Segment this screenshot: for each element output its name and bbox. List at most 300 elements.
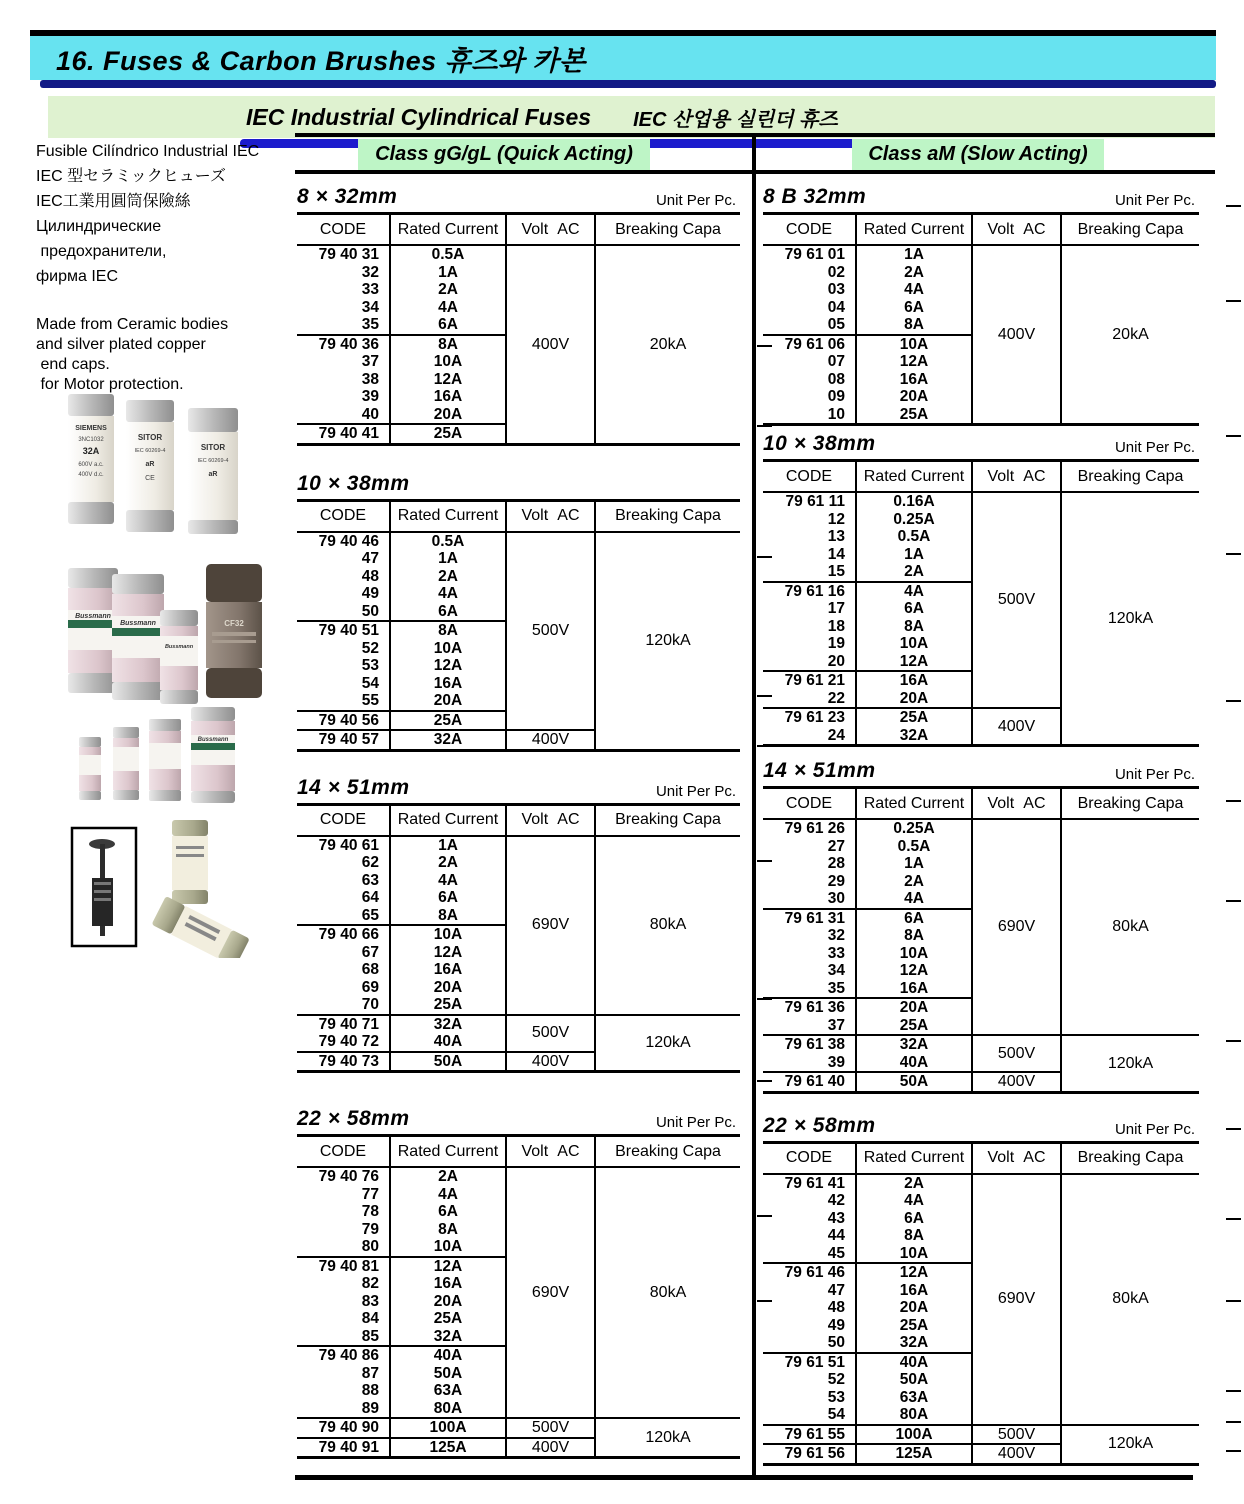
volt-ac-value: 400V: [972, 245, 1061, 425]
rated-current: 6A: [856, 600, 972, 618]
volt-ac-value: 400V: [972, 708, 1061, 746]
column-gg: [297, 175, 740, 1459]
fuse-code: 89: [297, 1400, 390, 1419]
rated-current: 2A: [390, 568, 506, 586]
banner-underline: [40, 80, 1216, 88]
rated-current: 10A: [390, 640, 506, 658]
rated-current: 0.25A: [856, 819, 972, 838]
rated-current: 20A: [390, 1293, 506, 1311]
fuse-code: 17: [763, 600, 856, 618]
fuse-table: [763, 786, 1199, 1094]
table-row: [297, 1418, 740, 1438]
ivory-fuse-vertical: [172, 820, 208, 904]
fuse-code: 39: [297, 388, 390, 406]
rated-current: 25A: [856, 406, 972, 425]
fuse-code: 79 61 31: [763, 909, 856, 928]
small-fuse-1: [79, 737, 101, 800]
photo-text: aR: [208, 471, 218, 478]
note-line: end caps.: [36, 356, 110, 373]
fuse-code: 48: [297, 568, 390, 586]
unit-label: Unit Per Pc.: [655, 782, 736, 800]
volt-ac-value: 690V: [972, 819, 1061, 1035]
bussmann-fuse-small: [160, 610, 198, 704]
fuse-code: 40: [297, 406, 390, 425]
fuse-code: 79 40 72: [297, 1033, 390, 1052]
table-block-am-8x32: [763, 179, 1199, 426]
rated-current: 12A: [390, 944, 506, 962]
fuse-photo-striker: [70, 818, 285, 958]
rated-current: 100A: [390, 1418, 506, 1438]
rated-current: 2A: [856, 873, 972, 891]
fuse-code: 79 40 41: [297, 424, 390, 444]
rated-current: 50A: [390, 1365, 506, 1383]
photo-text: Bussmann: [75, 613, 111, 620]
table-block-am-22x58: [763, 1108, 1199, 1466]
photo-text: aR: [145, 461, 155, 468]
fuse-code: 79 40 36: [297, 335, 390, 354]
size-heading: 10 × 38mm: [297, 471, 410, 495]
rated-current: 0.5A: [390, 245, 506, 264]
fuse-code: 15: [763, 563, 856, 582]
fuse-code: 19: [763, 635, 856, 653]
registration-tick: [757, 1300, 772, 1302]
table-row: [297, 836, 740, 855]
breaking-capa-value: 20kA: [1061, 245, 1199, 425]
fuse-code: 79 61 36: [763, 998, 856, 1017]
table-row: [763, 1425, 1199, 1445]
column-header-3: Breaking Capa: [1061, 1142, 1199, 1174]
rated-current: 2A: [856, 264, 972, 282]
fuse-code: 08: [763, 371, 856, 389]
rated-current: 6A: [390, 889, 506, 907]
photo-text: SITOR: [137, 433, 163, 442]
fuse-code: 34: [297, 299, 390, 317]
registration-tick: [757, 425, 772, 427]
photo-text: IEC 60269-4: [134, 448, 166, 454]
rated-current: 2A: [390, 281, 506, 299]
rated-current: 40A: [856, 1054, 972, 1073]
rated-current: 25A: [390, 711, 506, 731]
fuse-code: 04: [763, 299, 856, 317]
photo-text: CF32: [224, 619, 244, 628]
table-row: [763, 819, 1199, 838]
rated-current: 40A: [856, 1353, 972, 1372]
fuse-code: 79 40 86: [297, 1346, 390, 1365]
column-header-1: Rated Current: [390, 804, 506, 836]
bussmann-fuse: [68, 568, 118, 693]
fuse-code: 79 40 51: [297, 621, 390, 640]
table-row: [297, 1167, 740, 1186]
rated-current: 1A: [856, 546, 972, 564]
breaking-capa-value: 120kA: [595, 532, 740, 751]
fuse-code: 79 61 06: [763, 335, 856, 354]
fuse-code: 34: [763, 962, 856, 980]
rated-current: 16A: [390, 675, 506, 693]
size-heading: 14 × 51mm: [297, 775, 410, 799]
rated-current: 25A: [390, 424, 506, 444]
breaking-capa-value: 80kA: [595, 836, 740, 1015]
fuse-code: 47: [763, 1282, 856, 1300]
fuse-code: 49: [763, 1317, 856, 1335]
table-row: [297, 1015, 740, 1034]
fuse-code: 84: [297, 1310, 390, 1328]
rated-current: 4A: [856, 1192, 972, 1210]
rated-current: 12A: [390, 657, 506, 675]
rated-current: 8A: [390, 1221, 506, 1239]
fuse-code: 28: [763, 855, 856, 873]
fuse-code: 33: [297, 281, 390, 299]
rated-current: 6A: [390, 603, 506, 622]
registration-tick: [1226, 1300, 1241, 1302]
fuse-code: 79 40 46: [297, 532, 390, 551]
breaking-capa-value: 120kA: [1061, 1035, 1199, 1092]
rated-current: 16A: [390, 961, 506, 979]
size-heading: 8 B 32mm: [763, 185, 867, 208]
column-header-1: Rated Current: [856, 461, 972, 493]
fuse-code: 68: [297, 961, 390, 979]
volt-ac-value: 500V: [506, 532, 595, 731]
rated-current: 20A: [390, 406, 506, 425]
fuse-code: 82: [297, 1275, 390, 1293]
volt-ac-value: 400V: [972, 1444, 1061, 1464]
fuse-code: 79 40 57: [297, 730, 390, 750]
rated-current: 40A: [390, 1346, 506, 1365]
fuse-code: 79 40 90: [297, 1418, 390, 1438]
table-row: [763, 492, 1199, 511]
column-header-1: Rated Current: [856, 214, 972, 246]
class-am-header: Class aM (Slow Acting): [852, 139, 1104, 170]
unit-label: Unit Per Pc.: [1114, 192, 1195, 209]
volt-ac-value: 500V: [972, 492, 1061, 708]
table-row: [297, 245, 740, 264]
column-header-2: Volt AC: [972, 1142, 1061, 1174]
rated-current: 4A: [390, 299, 506, 317]
rated-current: 20A: [856, 998, 972, 1017]
fuse-code: 37: [297, 353, 390, 371]
fuse-code: 79 40 61: [297, 836, 390, 855]
rated-current: 10A: [856, 635, 972, 653]
volt-ac-value: 400V: [506, 730, 595, 750]
fuse-code: 79 61 55: [763, 1425, 856, 1445]
rated-current: 4A: [856, 582, 972, 601]
fuse-code: 10: [763, 406, 856, 425]
table-block-gg-8x32: [297, 179, 740, 446]
fuse-code: 14: [763, 546, 856, 564]
fuse-code: 35: [297, 316, 390, 335]
column-header-2: Volt AC: [506, 804, 595, 836]
column-header-2: Volt AC: [972, 461, 1061, 493]
rated-current: 8A: [390, 907, 506, 926]
column-header-1: Rated Current: [390, 214, 506, 246]
unit-label: Unit Per Pc.: [1114, 766, 1195, 783]
breaking-capa-value: 120kA: [595, 1418, 740, 1458]
registration-tick: [1226, 700, 1241, 702]
volt-ac-value: 400V: [506, 245, 595, 444]
fuse-code: 77: [297, 1186, 390, 1204]
rated-current: 2A: [856, 563, 972, 582]
fuse-code: 65: [297, 907, 390, 926]
rated-current: 10A: [856, 1245, 972, 1264]
breaking-capa-value: 120kA: [1061, 1425, 1199, 1465]
sitor-fuse-2: [188, 408, 238, 534]
section-title-ko: IEC 산업용 실린더 휴즈: [633, 108, 838, 131]
registration-tick: [1226, 435, 1241, 437]
photo-text: Bussmann: [120, 620, 156, 627]
rated-current: 2A: [856, 1174, 972, 1193]
column-header-0: CODE: [297, 804, 390, 836]
page-bottom-rule: [295, 1475, 1193, 1480]
photo-text: 400V d.c.: [78, 472, 104, 478]
desc-line: предохранители,: [36, 243, 167, 260]
fuse-code: 79 61 23: [763, 708, 856, 727]
rated-current: 2A: [390, 854, 506, 872]
small-fuse-2: [113, 727, 139, 800]
column-header-0: CODE: [763, 1142, 856, 1174]
fuse-code: 38: [297, 371, 390, 389]
registration-tick: [1226, 800, 1241, 802]
rated-current: 50A: [856, 1371, 972, 1389]
column-header-3: Breaking Capa: [1061, 788, 1199, 820]
fuse-code: 64: [297, 889, 390, 907]
volt-ac-value: 400V: [506, 1052, 595, 1072]
fuse-table: [763, 212, 1199, 426]
bussmann-fuse-2: [112, 574, 164, 700]
rated-current: 32A: [856, 1334, 972, 1353]
rated-current: 12A: [856, 653, 972, 672]
fuse-table: [297, 212, 740, 446]
photo-text: 3NC1032: [78, 437, 104, 443]
fuse-code: 39: [763, 1054, 856, 1073]
desc-line: IEC 型セラミックヒューズ: [36, 168, 226, 185]
fuse-code: 54: [297, 675, 390, 693]
column-header-0: CODE: [763, 461, 856, 493]
section-title-band: [48, 96, 1215, 138]
breaking-capa-value: 80kA: [1061, 1174, 1199, 1425]
fuse-code: 87: [297, 1365, 390, 1383]
rated-current: 12A: [390, 1257, 506, 1276]
fuse-code: 13: [763, 528, 856, 546]
fuse-table: [297, 499, 740, 752]
fuse-code: 79 61 26: [763, 819, 856, 838]
rated-current: 80A: [856, 1406, 972, 1425]
fuse-code: 29: [763, 873, 856, 891]
volt-ac-value: 690V: [972, 1174, 1061, 1425]
rated-current: 2A: [390, 1167, 506, 1186]
rated-current: 10A: [856, 335, 972, 354]
registration-tick: [757, 695, 772, 697]
rated-current: 80A: [390, 1400, 506, 1419]
volt-ac-value: 690V: [506, 836, 595, 1015]
rated-current: 32A: [390, 1328, 506, 1347]
fuse-code: 49: [297, 585, 390, 603]
column-header-3: Breaking Capa: [595, 804, 740, 836]
rated-current: 40A: [390, 1033, 506, 1052]
breaking-capa-value: 20kA: [595, 245, 740, 444]
rated-current: 16A: [856, 1282, 972, 1300]
registration-tick: [757, 860, 772, 862]
fuse-code: 22: [763, 690, 856, 709]
rated-current: 12A: [856, 353, 972, 371]
fuse-table: [297, 1134, 740, 1459]
rated-current: 50A: [856, 1072, 972, 1092]
fuse-code: 70: [297, 996, 390, 1015]
fuse-code: 79 40 81: [297, 1257, 390, 1276]
column-header-3: Breaking Capa: [1061, 214, 1199, 246]
fuse-code: 63: [297, 872, 390, 890]
fuse-code: 69: [297, 979, 390, 997]
fuse-code: 20: [763, 653, 856, 672]
size-heading: 8 × 32mm: [297, 185, 398, 208]
rated-current: 63A: [390, 1382, 506, 1400]
registration-tick: [1226, 553, 1241, 555]
rated-current: 20A: [856, 388, 972, 406]
rated-current: 10A: [390, 353, 506, 371]
photo-text: Bussmann: [197, 737, 229, 743]
unit-label: Unit Per Pc.: [655, 1114, 736, 1131]
fuse-photo-bussmann-group: [62, 558, 282, 708]
breaking-capa-value: 80kA: [595, 1167, 740, 1418]
column-header-3: Breaking Capa: [595, 500, 740, 532]
photo-text: 600V a.c.: [78, 462, 104, 468]
striker-fuse-frame: [72, 828, 136, 946]
note-line: Made from Ceramic bodies: [36, 316, 229, 333]
rated-current: 32A: [856, 727, 972, 746]
fuse-code: 33: [763, 945, 856, 963]
rated-current: 1A: [856, 855, 972, 873]
column-header-2: Volt AC: [506, 214, 595, 246]
page-banner: [30, 30, 1216, 80]
column-header-2: Volt AC: [506, 1136, 595, 1168]
sitor-fuse: [126, 400, 174, 532]
rated-current: 125A: [856, 1444, 972, 1464]
registration-tick: [1226, 300, 1241, 302]
fuse-code: 52: [297, 640, 390, 658]
product-note: [36, 315, 294, 395]
registration-tick: [1226, 1390, 1241, 1392]
product-description: [36, 139, 294, 289]
registration-tick: [1226, 900, 1241, 902]
rated-current: 12A: [390, 371, 506, 389]
ivory-fuse-diagonal: [151, 896, 249, 958]
fuse-code: 79 61 51: [763, 1353, 856, 1372]
rated-current: 32A: [390, 730, 506, 750]
class-gg-header: Class gG/gL (Quick Acting): [358, 139, 650, 170]
fuse-code: 07: [763, 353, 856, 371]
rated-current: 4A: [390, 1186, 506, 1204]
column-header-0: CODE: [297, 500, 390, 532]
fuse-code: 53: [763, 1389, 856, 1407]
fuse-code: 50: [297, 603, 390, 622]
table-block-am-10x38: [763, 426, 1199, 747]
fuse-code: 62: [297, 854, 390, 872]
breaking-capa-value: 120kA: [595, 1015, 740, 1072]
size-heading: 14 × 51mm: [763, 759, 876, 782]
fuse-code: 45: [763, 1245, 856, 1264]
rated-current: 8A: [856, 1227, 972, 1245]
fuse-code: 79 40 73: [297, 1052, 390, 1072]
fuse-code: 03: [763, 281, 856, 299]
fuse-code: 79 40 56: [297, 711, 390, 731]
rated-current: 10A: [390, 1238, 506, 1257]
rated-current: 6A: [390, 1203, 506, 1221]
column-header-0: CODE: [763, 788, 856, 820]
rated-current: 16A: [856, 371, 972, 389]
rated-current: 0.5A: [856, 838, 972, 856]
fuse-code: 32: [763, 927, 856, 945]
rated-current: 10A: [390, 925, 506, 944]
fuse-code: 05: [763, 316, 856, 335]
fuse-code: 09: [763, 388, 856, 406]
registration-tick: [757, 1080, 772, 1082]
section-title-en: IEC Industrial Cylindrical Fuses: [246, 103, 592, 130]
breaking-capa-value: 120kA: [1061, 492, 1199, 746]
fuse-code: 79 61 56: [763, 1444, 856, 1464]
column-header-2: Volt AC: [972, 788, 1061, 820]
rated-current: 10A: [856, 945, 972, 963]
breaking-capa-value: 80kA: [1061, 819, 1199, 1035]
rated-current: 0.25A: [856, 511, 972, 529]
table-row: [763, 1174, 1199, 1193]
fuse-code: 50: [763, 1334, 856, 1353]
rated-current: 8A: [856, 316, 972, 335]
rated-current: 20A: [856, 690, 972, 709]
rated-current: 50A: [390, 1052, 506, 1072]
column-header-1: Rated Current: [390, 1136, 506, 1168]
fuse-code: 43: [763, 1210, 856, 1228]
fuse-code: 79 40 91: [297, 1438, 390, 1458]
rated-current: 20A: [390, 692, 506, 711]
desc-line: Fusible Cilíndrico Industrial IEC: [36, 143, 260, 160]
rated-current: 1A: [390, 550, 506, 568]
rated-current: 63A: [856, 1389, 972, 1407]
registration-tick: [757, 998, 772, 1000]
registration-tick: [757, 745, 772, 747]
fuse-code: 37: [763, 1017, 856, 1036]
fuse-code: 44: [763, 1227, 856, 1245]
fuse-code: 88: [297, 1382, 390, 1400]
fuse-code: 79 61 38: [763, 1035, 856, 1054]
fuse-code: 24: [763, 727, 856, 746]
column-header-3: Breaking Capa: [595, 1136, 740, 1168]
rated-current: 25A: [856, 1017, 972, 1036]
fuse-code: 18: [763, 618, 856, 636]
note-line: for Motor protection.: [36, 376, 184, 393]
fuse-code: 42: [763, 1192, 856, 1210]
fuse-code: 35: [763, 980, 856, 999]
rated-current: 4A: [856, 890, 972, 909]
fuse-code: 32: [297, 264, 390, 282]
fuse-code: 78: [297, 1203, 390, 1221]
volt-ac-value: 500V: [506, 1418, 595, 1438]
rated-current: 8A: [856, 927, 972, 945]
unit-label: Unit Per Pc.: [655, 192, 736, 209]
column-header-0: CODE: [297, 1136, 390, 1168]
table-block-gg-10x38: [297, 466, 740, 752]
rated-current: 0.16A: [856, 492, 972, 511]
table-row: [763, 1035, 1199, 1054]
photo-text: SITOR: [200, 443, 226, 452]
photo-text: CE: [145, 475, 155, 482]
fuse-code: 79 40 71: [297, 1015, 390, 1034]
rated-current: 32A: [390, 1015, 506, 1034]
rated-current: 20A: [390, 979, 506, 997]
rated-current: 6A: [856, 299, 972, 317]
fuse-code: 48: [763, 1299, 856, 1317]
volt-ac-value: 500V: [972, 1035, 1061, 1072]
column-header-0: CODE: [763, 214, 856, 246]
fuse-code: 85: [297, 1328, 390, 1347]
fuse-code: 80: [297, 1238, 390, 1257]
